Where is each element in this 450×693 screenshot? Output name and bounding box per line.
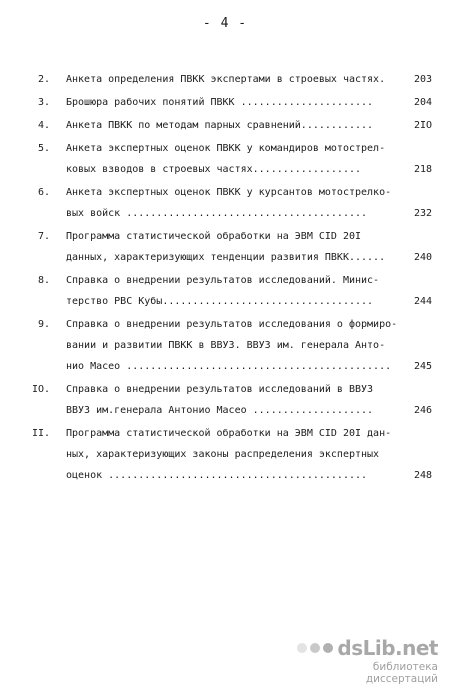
toc-entry-text: Анкета экспертных оценок ПВКК у командиров мотострел- [66,143,386,154]
toc-page-number: 232 [413,208,432,219]
toc-entry-number: 3. [37,97,50,108]
toc-line [22,159,432,180]
toc-entry-number: 8. [37,275,50,286]
toc-line [22,115,432,136]
toc-line [22,291,432,312]
toc-entry-text: ковых взводов в строевых частях.................. [66,164,362,175]
toc-entry [22,379,432,423]
toc-entry-text: ВВУЗ им.генерала Антонио Масео .................... [66,405,374,416]
toc-entry-number: 7. [37,231,50,242]
toc-entry-text: Программа статистической обработки на ЭВМ CID 20I дан- [66,428,392,439]
toc-page-number: 245 [413,361,432,372]
toc-entry-text: Справка о внедрении результатов исследований. Минис- [66,275,380,286]
toc-line [22,182,432,203]
watermark [318,636,438,685]
toc-page-number: 246 [413,405,432,416]
toc-entry-number: 5. [37,143,50,154]
toc-entry-text: вании и развитии ПВКК в ВВУЗ. ВВУЗ им. генерала Анто- [66,340,386,351]
toc-entry [22,138,432,182]
page-number: - 4 - [202,16,248,31]
toc-entry-text: вых войск ........................................ [66,208,368,219]
toc-line [22,444,432,465]
toc-line [22,335,432,356]
toc-entry-text: Анкета ПВКК по методам парных сравнений............ [66,120,374,131]
table-of-contents [22,69,432,488]
toc-entry-number: 9. [37,319,50,330]
watermark-logo: dsLib.net [337,636,438,660]
toc-line [22,226,432,247]
watermark-dots-icon [297,643,333,653]
toc-entry-text: Справка о внедрении результатов исследования о формиро- [66,319,398,330]
toc-entry-number: IO. [31,384,50,395]
toc-entry [22,226,432,270]
watermark-subtitle: библиотека диссертаций [365,661,438,685]
toc-page-number: 218 [413,164,432,175]
toc-entry-text: Справка о внедрении результатов исследований в ВВУЗ [66,384,374,395]
toc-line [22,69,432,90]
toc-page-number: 2IO [413,120,432,131]
toc-entry-number: II. [31,428,50,439]
toc-line [22,92,432,113]
toc-line [22,203,432,224]
toc-line [22,356,432,377]
toc-page-number: 240 [413,252,432,263]
toc-line [22,270,432,291]
toc-page-number: 203 [413,74,432,85]
toc-line [22,138,432,159]
toc-entry-text: оценок ........................................... [66,470,368,481]
toc-line [22,465,432,486]
toc-entry [22,115,432,138]
toc-entry [22,92,432,115]
toc-entry [22,423,432,488]
toc-entry-text: терство РВС Кубы................................... [66,296,374,307]
toc-entry-number: 2. [37,74,50,85]
toc-entry [22,69,432,92]
toc-page-number: 248 [413,470,432,481]
toc-entry-text: нио Масео ............................................ [66,361,392,372]
toc-entry-text: Анкета определения ПВКК экспертами в строевых частях. [66,74,386,85]
toc-entry-text: данных, характеризующих тенденции развития ПВКК...... [66,252,386,263]
toc-page-number: 204 [413,97,432,108]
toc-entry-number: 4. [37,120,50,131]
toc-entry-text: Программа статистической обработки на ЭВМ CID 20I [66,231,362,242]
toc-entry [22,182,432,226]
toc-line [22,379,432,400]
toc-line [22,314,432,335]
toc-line [22,423,432,444]
toc-line [22,247,432,268]
toc-entry [22,270,432,314]
toc-entry-text: Анкета экспертных оценок ПВКК у курсантов мотострелко- [66,187,392,198]
toc-entry [22,314,432,379]
toc-entry-text: ных, характеризующих законы распределения экспертных [66,449,380,460]
toc-entry-text: Брошюра рабочих понятий ПВКК ...................... [66,97,374,108]
toc-page-number: 244 [413,296,432,307]
toc-line [22,400,432,421]
toc-entry-number: 6. [37,187,50,198]
